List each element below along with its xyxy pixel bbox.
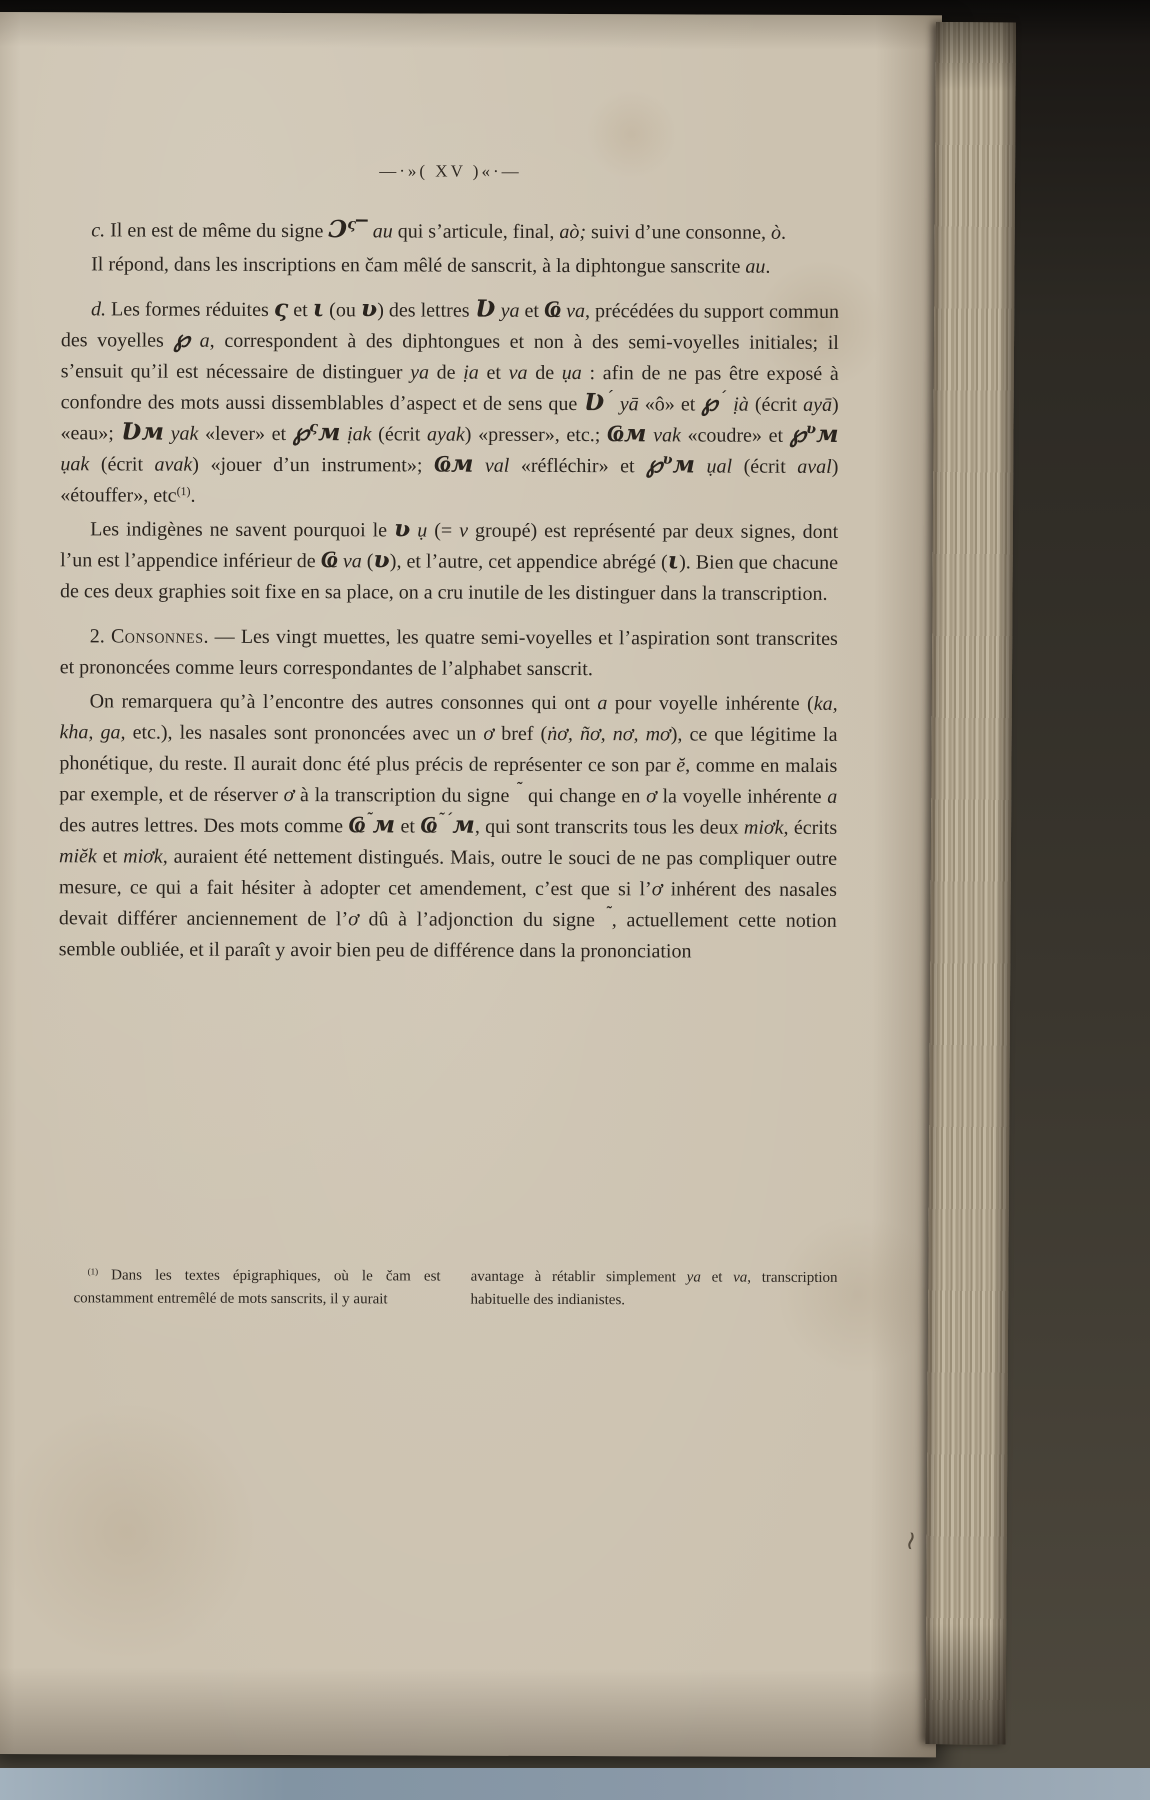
- text-run: . — Les vingt muettes, les quatre semi-voyelles et l’aspiration sont transcrites et prononcées comme leurs correspondantes de l’alphabet sanscrit.: [59, 625, 838, 681]
- text-run: suivi d’une consonne,: [586, 221, 772, 244]
- text-run: , actuellement cette notion semble oubliée, et il paraît y avoir bien peu de différence dans la prononciation: [58, 909, 837, 963]
- para-remarque: [59, 686, 838, 968]
- text-run: ), ce que légitime la phonétique, du reste. Il aurait donc été plus précis de représenter ce son par: [59, 723, 838, 777]
- cham-glyph: Ҩ: [320, 545, 338, 574]
- text-run: miĕk: [59, 845, 97, 868]
- text-run: (écrit: [732, 455, 798, 478]
- text-run: ya: [500, 299, 520, 322]
- text-run: ya: [410, 361, 430, 384]
- cham-glyph: ˜: [604, 904, 612, 922]
- scanner-bed-strip: [0, 1768, 1150, 1800]
- text-run: va: [566, 300, 586, 323]
- text-run: ụak: [60, 453, 90, 476]
- text-run: «ô» et: [638, 393, 702, 416]
- text-run: 2.: [89, 625, 112, 648]
- text-run: (écrit: [89, 453, 155, 476]
- text-run: c.: [91, 219, 106, 242]
- cham-glyph: ʋ: [662, 450, 673, 468]
- para-c-2: [61, 249, 839, 283]
- para-indigenes: [60, 514, 838, 610]
- text-run: ơ: [483, 722, 495, 745]
- text-run: groupé) est représenté par deux signes, dont l’un est l’appendice inférieur de: [60, 519, 839, 573]
- text-run: a: [199, 329, 210, 352]
- text-paragraphs: [59, 215, 840, 968]
- text-run: ịà: [733, 393, 749, 416]
- text-run: (écrit: [371, 423, 428, 446]
- text-run: (1): [176, 484, 191, 499]
- text-run: Les indigènes ne savent pourquoi le: [90, 518, 395, 542]
- cham-glyph: Ʋ: [583, 388, 605, 417]
- text-run: a: [827, 785, 838, 808]
- text-run: aval: [797, 455, 832, 478]
- text-run: va: [342, 550, 362, 573]
- text-run: ). Bien que chacune de ces deux graphies soit fixe en sa place, on a cru inutile de les distinguer dans la transcription.: [59, 551, 839, 605]
- cham-glyph: м: [372, 810, 396, 839]
- cham-glyph: м: [452, 810, 475, 839]
- text-run: va: [508, 361, 528, 384]
- cham-glyph: ς: [273, 293, 289, 323]
- footnote: [73, 1264, 837, 1313]
- text-run: de: [527, 361, 562, 384]
- text-run: val: [484, 454, 510, 477]
- text-run: d.: [90, 298, 107, 321]
- text-run: ụa: [561, 361, 582, 385]
- text-run: (: [361, 550, 374, 573]
- text-run: ka, kha, ga,: [59, 692, 838, 744]
- text-run: et: [288, 299, 313, 322]
- text-run: la voyelle inhérente: [656, 785, 828, 808]
- text-run: Consonnes: [110, 625, 204, 648]
- text-run: aò;: [559, 220, 587, 244]
- text-run: et: [700, 1269, 734, 1286]
- text-run: ya: [686, 1269, 701, 1286]
- cham-glyph: ℘: [292, 418, 310, 447]
- footnote-left: [73, 1264, 440, 1311]
- text-run: ), et l’autre, cet appendice abrégé (: [389, 550, 668, 574]
- footnote-right: [470, 1266, 837, 1313]
- text-run: ịa: [463, 361, 479, 384]
- text-run: [473, 455, 485, 477]
- text-run: va: [733, 1269, 748, 1286]
- cham-glyph: ˊ: [604, 388, 614, 406]
- text-run: Les formes réduites: [105, 298, 274, 321]
- cham-glyph: Ʋм: [120, 417, 164, 446]
- text-run: ayā: [803, 393, 833, 416]
- text-run: ơ: [651, 878, 663, 901]
- cham-glyph: Ʋ: [474, 294, 496, 323]
- text-run: ) «presser», etc.;: [464, 423, 607, 447]
- text-run: de: [428, 361, 464, 384]
- cham-glyph: ℘: [789, 419, 807, 448]
- text-run: avantage à rétablir simplement: [470, 1268, 687, 1286]
- text-run: .: [190, 484, 196, 507]
- text-run: ơ: [348, 908, 359, 931]
- text-run: ṅơ, ñơ, nơ, mơ: [547, 722, 671, 746]
- text-run: ịak: [347, 423, 372, 446]
- text-run: Il en est de même du signe: [105, 219, 329, 243]
- margin-mark: ≀: [903, 1525, 919, 1556]
- cham-glyph: ι: [312, 294, 325, 323]
- text-run: ayak: [427, 423, 465, 446]
- cham-glyph: ʋ: [360, 294, 378, 323]
- cham-glyph: Ҩм: [433, 449, 474, 478]
- text-run: et: [96, 845, 124, 868]
- cham-glyph: м: [317, 418, 341, 447]
- text-run: .: [765, 255, 771, 278]
- cham-glyph: Ҩ: [543, 294, 562, 323]
- text-run: [190, 330, 200, 352]
- cham-glyph: ˜ˊ: [437, 810, 453, 828]
- cham-glyph: ˊ: [717, 388, 728, 406]
- cham-glyph: ʋ: [806, 420, 817, 438]
- cham-glyph: ˜: [365, 810, 373, 828]
- text-run: Il répond, dans les inscriptions en čam mêlé de sanscrit, à la diphtongue sanscrite: [91, 253, 746, 278]
- text-run: v: [459, 519, 469, 542]
- cham-glyph: Ҩм: [606, 419, 647, 448]
- text-run: miơk: [123, 845, 163, 868]
- text-run: «lever» et: [198, 422, 293, 446]
- text-run: yak: [170, 422, 199, 445]
- cham-glyph: м: [672, 450, 696, 479]
- cham-glyph: ʋ: [373, 545, 390, 574]
- text-run: , qui sont transcrits tous les deux: [474, 815, 744, 839]
- text-run: , écrits: [783, 816, 838, 839]
- text-run: «coudre» et: [680, 424, 790, 447]
- text-run: a: [597, 692, 608, 715]
- text-run: «réfléchir» et: [509, 454, 647, 478]
- text-run: (1): [87, 1266, 99, 1277]
- cham-glyph: Ɔ: [328, 215, 348, 244]
- text-run: Dans les textes épigraphiques, où le čam est constamment entremêlé de mots sanscrits, il y aurait: [73, 1267, 441, 1308]
- text-run: et: [519, 299, 545, 322]
- text-run: pour voyelle inhérente (: [607, 692, 814, 715]
- text-run: et: [395, 815, 421, 838]
- para-c: [61, 215, 839, 249]
- text-run: ơ: [646, 785, 657, 808]
- text-run: , transcription habituelle des indianistes.: [470, 1269, 838, 1309]
- cham-glyph: ʋ: [393, 514, 411, 543]
- page-number-header: —·»( XV )«·—: [379, 161, 522, 181]
- text-run: à la transcription du signe: [294, 784, 516, 807]
- text-run: ụal: [706, 455, 733, 478]
- text-run: (=: [427, 519, 460, 542]
- text-run: ) «eau»;: [60, 393, 839, 445]
- cham-glyph: ς: [309, 418, 319, 436]
- text-run: (écrit: [748, 393, 804, 416]
- text-run: miơk: [743, 816, 784, 839]
- cham-glyph: м: [816, 419, 839, 448]
- text-run: ụ: [417, 519, 428, 542]
- para-consonnes: [60, 621, 838, 686]
- text-run: ) des lettres: [377, 299, 475, 322]
- cham-glyph: Ҩ: [420, 810, 438, 839]
- text-run: , comme en malais par exemple, et de réserver: [59, 754, 838, 807]
- text-run: , correspondent à des diphtongues et non à des semi-voyelles initiales; il s’ensuit qu’il est nécessaire de distinguer: [60, 329, 839, 384]
- page-edge-stack: [925, 22, 1016, 1744]
- text-run: ) «jouer d’un instrument»;: [192, 453, 434, 477]
- cham-glyph: ς: [347, 215, 357, 233]
- text-run: au: [372, 220, 393, 243]
- cham-glyph: ℘: [646, 450, 663, 479]
- cham-glyph: ˜: [515, 780, 523, 798]
- text-run: bref (: [494, 722, 548, 745]
- text-run: , précédées du support commun des voyelles: [60, 300, 840, 352]
- text-run: etc.), les nasales sont prononcées avec un: [125, 721, 484, 745]
- text-run: inhérent des nasales devait différer anciennement de l’: [58, 878, 837, 931]
- text-run: ơ: [283, 784, 295, 807]
- text-run: qui s’articule, final,: [392, 220, 560, 243]
- text-run: , auraient été nettement distingués. Mais, outre le souci de ne pas compliquer outre mesure, ce qui a fait hésiter à adopter cet amendement, c’est que si l’: [58, 845, 838, 901]
- text-run: ) «étouffer», etc: [60, 455, 839, 507]
- text-run: .: [780, 221, 787, 244]
- text-run: dû à l’adjonction du signe: [358, 908, 605, 932]
- cham-glyph: ι: [667, 546, 680, 575]
- cham-glyph: ℘: [701, 388, 718, 417]
- text-run: qui change en: [522, 784, 647, 808]
- text-run: des autres lettres. Des mots comme: [59, 814, 349, 838]
- text-run: [695, 455, 707, 477]
- text-run: (ou: [324, 299, 361, 322]
- text-run: : afin de ne pas être exposé à confondre des mots aussi dissemblables d’aspect et de sens que: [60, 362, 839, 416]
- text-run: vak: [653, 424, 681, 447]
- text-run: au: [745, 255, 766, 278]
- text-run: ĕ: [676, 754, 686, 777]
- cham-glyph: ℘: [173, 324, 191, 353]
- text-block: [59, 154, 840, 971]
- text-run: et: [478, 361, 509, 384]
- cham-glyph: ‾: [355, 215, 368, 244]
- book-page: [0, 12, 942, 1757]
- text-run: On remarquera qu’à l’encontre des autres consonnes qui ont: [89, 690, 598, 715]
- para-d: [60, 294, 839, 514]
- cham-glyph: Ҩ: [348, 810, 366, 839]
- text-run: ò: [770, 221, 782, 244]
- text-run: avak: [154, 453, 193, 476]
- text-run: yā: [619, 393, 639, 416]
